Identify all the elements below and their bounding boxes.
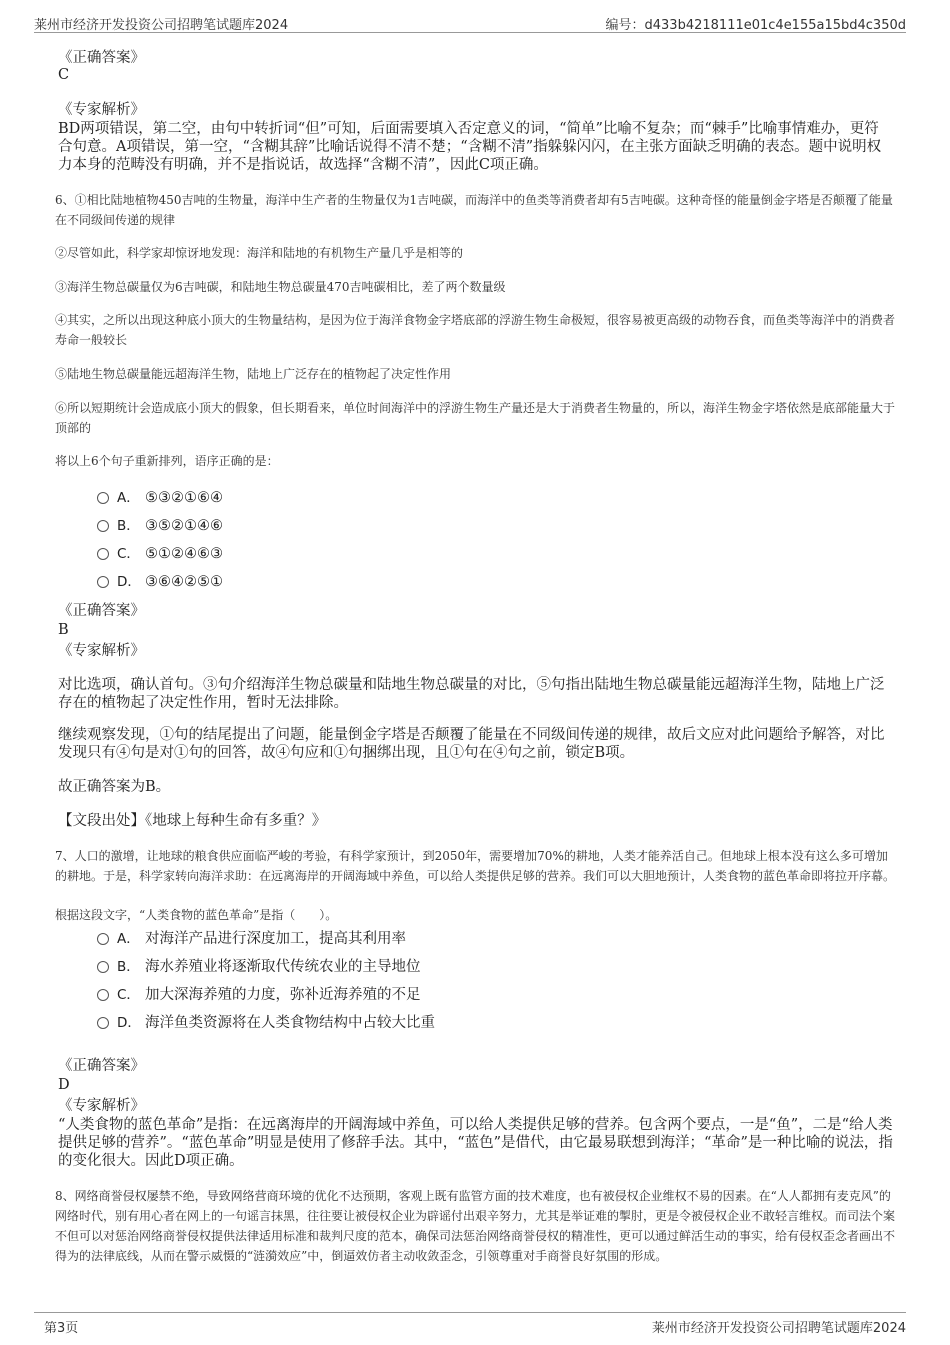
q7-analysis-label: 《专家解析》 (58, 1098, 145, 1114)
header-title: 莱州市经济开发投资公司招聘笔试题库2024 (34, 18, 289, 33)
radio-icon[interactable] (97, 492, 109, 504)
q6-option-b[interactable]: B． ③⑤②①④⑥ (97, 517, 223, 535)
q7-option-d[interactable]: D． 海洋鱼类资源将在人类食物结构中占较大比重 (97, 1014, 435, 1032)
q5-analysis-label: 《专家解析》 (58, 102, 145, 118)
page-header (34, 12, 906, 33)
q5-analysis: BD两项错误，第二空，由句中转折词“但”可知，后面需要填入否定意义的词，“简单”比喻不复杂；而“棘手”比喻事情难办，更符合句意。A项错误，第一空，“含糊其辞”比喻话说得不清不楚；“含糊不清”指躲躲闪闪，在主张方面缺乏明确的表态。题中说明权力本身的范畴没有明确，并不是指说话，故选择“含糊不清”，因此C项正确。 (58, 121, 882, 173)
radio-icon[interactable] (97, 576, 109, 588)
q6-question: 将以上6个句子重新排列，语序正确的是： (55, 454, 279, 468)
q6-analysis-1: 对比选项，确认首句。③句介绍海洋生物总碳量和陆地生物总碳量的对比，⑤句指出陆地生物总碳量能远超海洋生物，陆地上广泛存在的植物起了决定性作用，暂时无法排除。 (58, 677, 885, 711)
q5-answer: C (58, 67, 70, 83)
q6-option-c[interactable]: C． ⑤①②④⑥③ (97, 545, 223, 563)
q5-answer-label: 《正确答案》 (58, 50, 145, 66)
radio-icon[interactable] (97, 1017, 109, 1029)
radio-icon[interactable] (97, 520, 109, 532)
footer-title: 莱州市经济开发投资公司招聘笔试题库2024 (651, 1321, 906, 1336)
document-id: 编号：d433b4218111e01c4e155a15bd4c350d (605, 18, 906, 33)
q7-stem: 7、人口的激增，让地球的粮食供应面临严峻的考验，有科学家预计，到2050年，需要增加70%的耕地，人类才能养活自己。但地球上根本没有这么多可增加的耕地。于是，科学家转向海洋求助：在远离海岸的开阔海域中养鱼，可以给人类提供足够的营养。我们可以大胆地预计，人类食物的蓝色革命即将拉开序幕。 (55, 849, 896, 883)
q6-sentence-1: 6、①相比陆地植物450吉吨的生物量，海洋中生产者的生物量仅为1吉吨碳，而海洋中的鱼类等消费者却有5吉吨碳。这种奇怪的能量倒金字塔是否颠覆了能量在不同级间传递的规律 (55, 193, 893, 227)
q6-answer-label: 《正确答案》 (58, 603, 145, 619)
q7-answer: D (58, 1077, 70, 1093)
radio-icon[interactable] (97, 933, 109, 945)
q6-sentence-2: ②尽管如此，科学家却惊讶地发现：海洋和陆地的有机物生产量几乎是相等的 (55, 246, 464, 260)
q6-sentence-5: ⑤陆地生物总碳量能远超海洋生物，陆地上广泛存在的植物起了决定性作用 (55, 367, 452, 381)
radio-icon[interactable] (97, 989, 109, 1001)
radio-icon[interactable] (97, 548, 109, 560)
q6-sentence-3: ③海洋生物总碳量仅为6吉吨碳，和陆地生物总碳量470吉吨碳相比，差了两个数量级 (55, 280, 506, 294)
q6-sentence-6: ⑥所以短期统计会造成底小顶大的假象，但长期看来，单位时间海洋中的浮游生物生产量还是大于消费者生物量的，所以，海洋生物金字塔依然是底部能量大于顶部的 (55, 401, 896, 435)
q6-sentence-4: ④其实，之所以出现这种底小顶大的生物量结构，是因为位于海洋食物金字塔底部的浮游生物生命极短，很容易被更高级的动物吞食，而鱼类等海洋中的消费者寿命一般较长 (55, 313, 896, 347)
q7-analysis: “人类食物的蓝色革命”是指：在远离海岸的开阔海域中养鱼，可以给人类提供足够的营养。包含两个要点，一是“鱼”，二是“给人类提供足够的营养”。“蓝色革命”明显是使用了修辞手法。其中，“蓝色”是借代，由它最易联想到海洋；“革命”是一种比喻的说法，指的变化很大。因此D项正确。 (58, 1117, 893, 1169)
q6-source: 【文段出处】《地球上每种生命有多重？》 (58, 813, 327, 829)
q7-question: 根据这段文字，“人类食物的蓝色革命”是指（ ）。 (55, 908, 338, 922)
q7-option-c[interactable]: C． 加大深海养殖的力度，弥补近海养殖的不足 (97, 986, 421, 1004)
q7-option-a[interactable]: A． 对海洋产品进行深度加工，提高其利用率 (97, 930, 406, 948)
q7-option-b[interactable]: B． 海水养殖业将逐渐取代传统农业的主导地位 (97, 958, 421, 976)
q6-analysis-3: 故正确答案为B。 (58, 779, 171, 795)
q6-option-a[interactable]: A． ⑤③②①⑥④ (97, 489, 223, 507)
q6-option-d[interactable]: D． ③⑥④②⑤① (97, 573, 223, 591)
q8-stem: 8、网络商誉侵权屡禁不绝，导致网络营商环境的优化不达预期，客观上既有监管方面的技术难度，也有被侵权企业维权不易的因素。在“人人都拥有麦克风”的网络时代，别有用心者在网上的一句谣言抹黑，往往要让被侵权企业为辟谣付出艰辛努力，尤其是举证难的掣肘，更是令被侵权企业不敢轻言维权。而司法个案不但可以对惩治网络商誉侵权提供法律适用标准和裁判尺度的范本，确保司法惩治网络商誉侵权的精准性，更可以通过鲜活生动的事实，给有侵权歪念者画出不得为的法律底线，从而在警示威慑的“涟漪效应”中，倒逼效仿者主动收敛歪念，引领尊重对手商誉良好氛围的形成。 (55, 1189, 896, 1263)
page-footer (34, 1312, 906, 1335)
q6-analysis-2: 继续观察发现，①句的结尾提出了问题，能量倒金字塔是否颠覆了能量在不同级间传递的规律，故后文应对此问题给予解答，对比发现只有④句是对①句的回答，故④句应和①句捆绑出现，且①句在④句之前，锁定B项。 (58, 727, 885, 761)
q7-answer-label: 《正确答案》 (58, 1058, 145, 1074)
radio-icon[interactable] (97, 961, 109, 973)
q6-analysis-label: 《专家解析》 (58, 643, 145, 659)
page-number: 第3页 (44, 1321, 79, 1336)
q6-answer: B (58, 622, 69, 638)
